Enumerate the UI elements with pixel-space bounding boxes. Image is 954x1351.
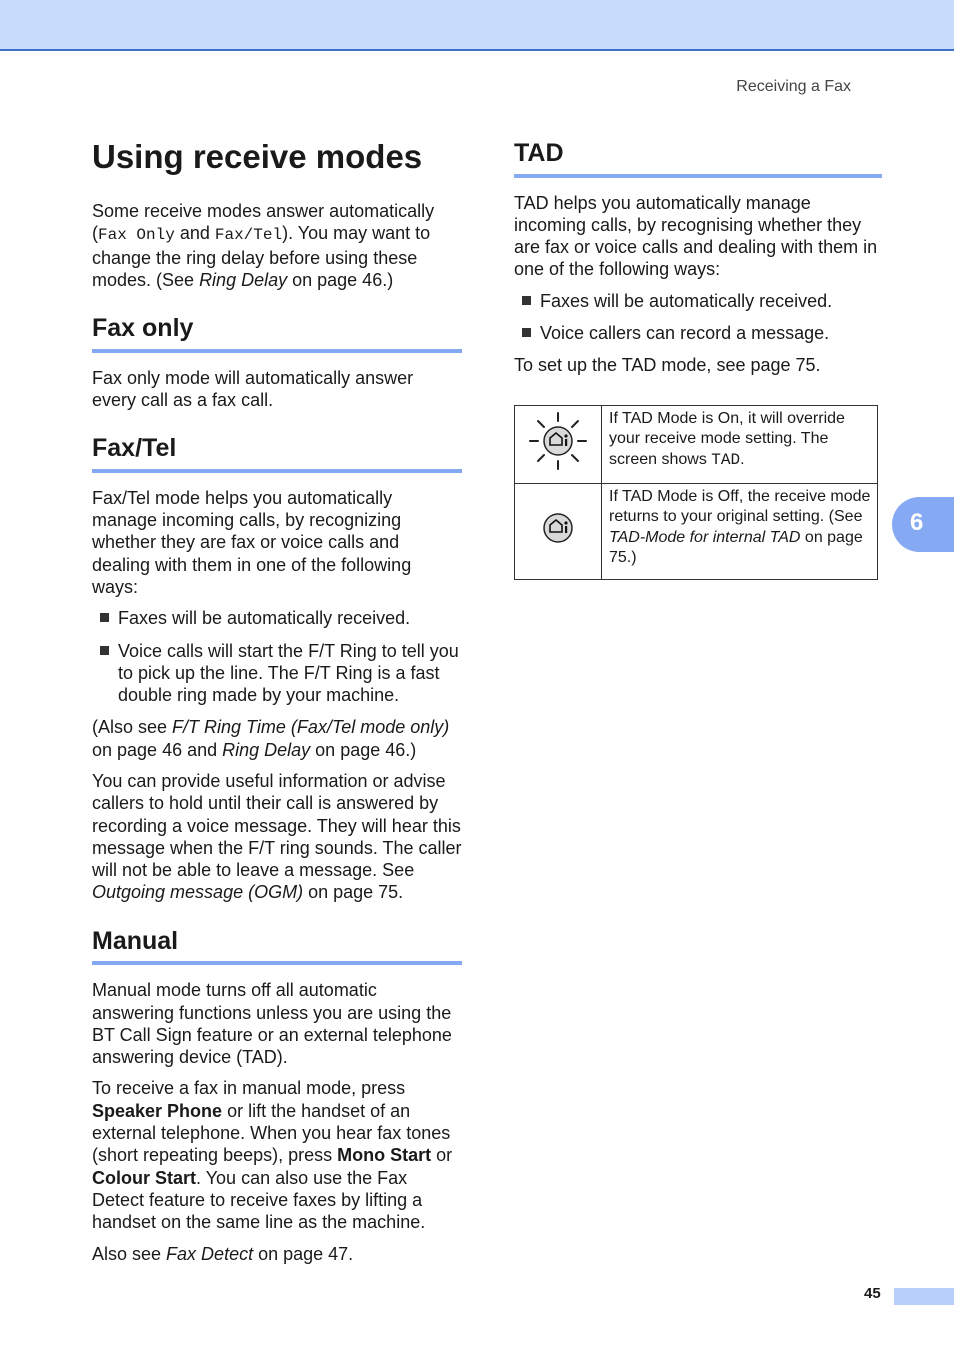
tad-setup: To set up the TAD mode, see page 75.: [514, 355, 821, 376]
ft-ring-time-ref: F/T Ring Time (Fax/Tel mode only): [172, 717, 450, 738]
fax-tel-body: Fax/Tel mode helps you automatically manage incoming calls, by recognizing whether they are fax or voice calls and dealing with them in one of the following ways:: [92, 487, 412, 597]
chapter-number: 6: [910, 509, 924, 536]
fax-only-code: Fax Only: [98, 226, 175, 245]
manual-body: Manual mode turns off all automatic answering functions unless you are using the BT Call Sign feature or an external telephone answering device (TAD).: [92, 980, 452, 1068]
list-item: Faxes will be automatically received.: [92, 607, 462, 629]
table-row: [515, 483, 878, 579]
intro-paragraph: Some receive modes answer automatically (Fax Only and Fax/Tel). You may want to change the ring delay before using these modes. (See Ring Delay on page 46.): [92, 200, 435, 290]
tad-on-note: If TAD Mode is On, it will override your receive mode setting. The screen shows TAD.: [602, 405, 878, 483]
fax-detect-ref: Fax Detect: [166, 1243, 254, 1264]
fax-only-body: Fax only mode will automatically answer every call as a fax call.: [92, 367, 414, 410]
mono-start-key: Mono Start: [337, 1145, 432, 1166]
table-row: [515, 405, 878, 483]
tad-off-note: If TAD Mode is Off, the receive mode returns to your original setting. (See TAD-Mode for internal TAD on page 75.): [602, 483, 878, 579]
tad-notes-table: [514, 405, 878, 580]
header-band: [0, 0, 954, 51]
list-item: Voice calls will start the F/T Ring to tell you to pick up the line. The F/T Ring is a fast double ring made by your machine.: [92, 640, 462, 707]
ogm-paragraph: You can provide useful information or advise callers to hold until their call is answered by recording a voice message. They will hear this message when the F/T ring sounds. The caller will not be able to leave a message. See Outgoing message (OGM) on page 75.: [92, 770, 462, 903]
chapter-tab: [892, 497, 954, 552]
tad-mode-ref: TAD-Mode for internal TAD: [609, 528, 801, 546]
fax-tel-heading: Fax/Tel: [92, 435, 462, 473]
ring-delay-ref: Ring Delay: [199, 269, 288, 290]
list-item: Voice callers can record a message.: [514, 322, 882, 344]
left-column: [92, 138, 462, 1274]
page-title: Using receive modes: [92, 138, 423, 175]
fax-tel-section: [92, 435, 462, 904]
page-number-bar: [894, 1288, 954, 1305]
tad-heading: TAD: [514, 140, 882, 178]
tad-list: [514, 290, 882, 345]
tad-display-code: TAD: [711, 450, 741, 469]
manual-heading: Manual: [92, 928, 462, 966]
manual-section: [92, 928, 462, 1265]
colour-start-key: Colour Start: [92, 1167, 197, 1188]
manual-receive-paragraph: To receive a fax in manual mode, press Speaker Phone or lift the handset of an external telephone. When you hear fax tones (short repeating beeps), press Mono Start or Colour Start. You can also use the Fax Detect feature to receive faxes by lifting a handset on the same line as the machine.: [92, 1078, 453, 1233]
fax-only-heading: Fax only: [92, 315, 462, 353]
tad-light-on-icon: [526, 409, 590, 473]
running-header: Receiving a Fax: [736, 78, 851, 95]
ogm-ref: Outgoing message (OGM): [92, 882, 304, 903]
fax-tel-code: Fax/Tel: [214, 226, 283, 245]
fax-tel-also-see: (Also see F/T Ring Time (Fax/Tel mode only) on page 46 and Ring Delay on page 46.): [92, 717, 450, 760]
speaker-phone-key: Speaker Phone: [92, 1100, 223, 1121]
manual-also-see: Also see Fax Detect on page 47.: [92, 1243, 354, 1264]
ring-delay-ref: Ring Delay: [222, 739, 311, 760]
tad-light-off-icon: [538, 508, 578, 548]
fax-tel-list: [92, 607, 462, 706]
tad-body: TAD helps you automatically manage incoming calls, by recognising whether they are fax or voice calls and dealing with them in one of the following ways:: [514, 192, 878, 280]
right-column: [514, 138, 882, 580]
page-number: 45: [864, 1285, 881, 1302]
fax-only-section: [92, 315, 462, 411]
list-item: Faxes will be automatically received.: [514, 290, 882, 312]
